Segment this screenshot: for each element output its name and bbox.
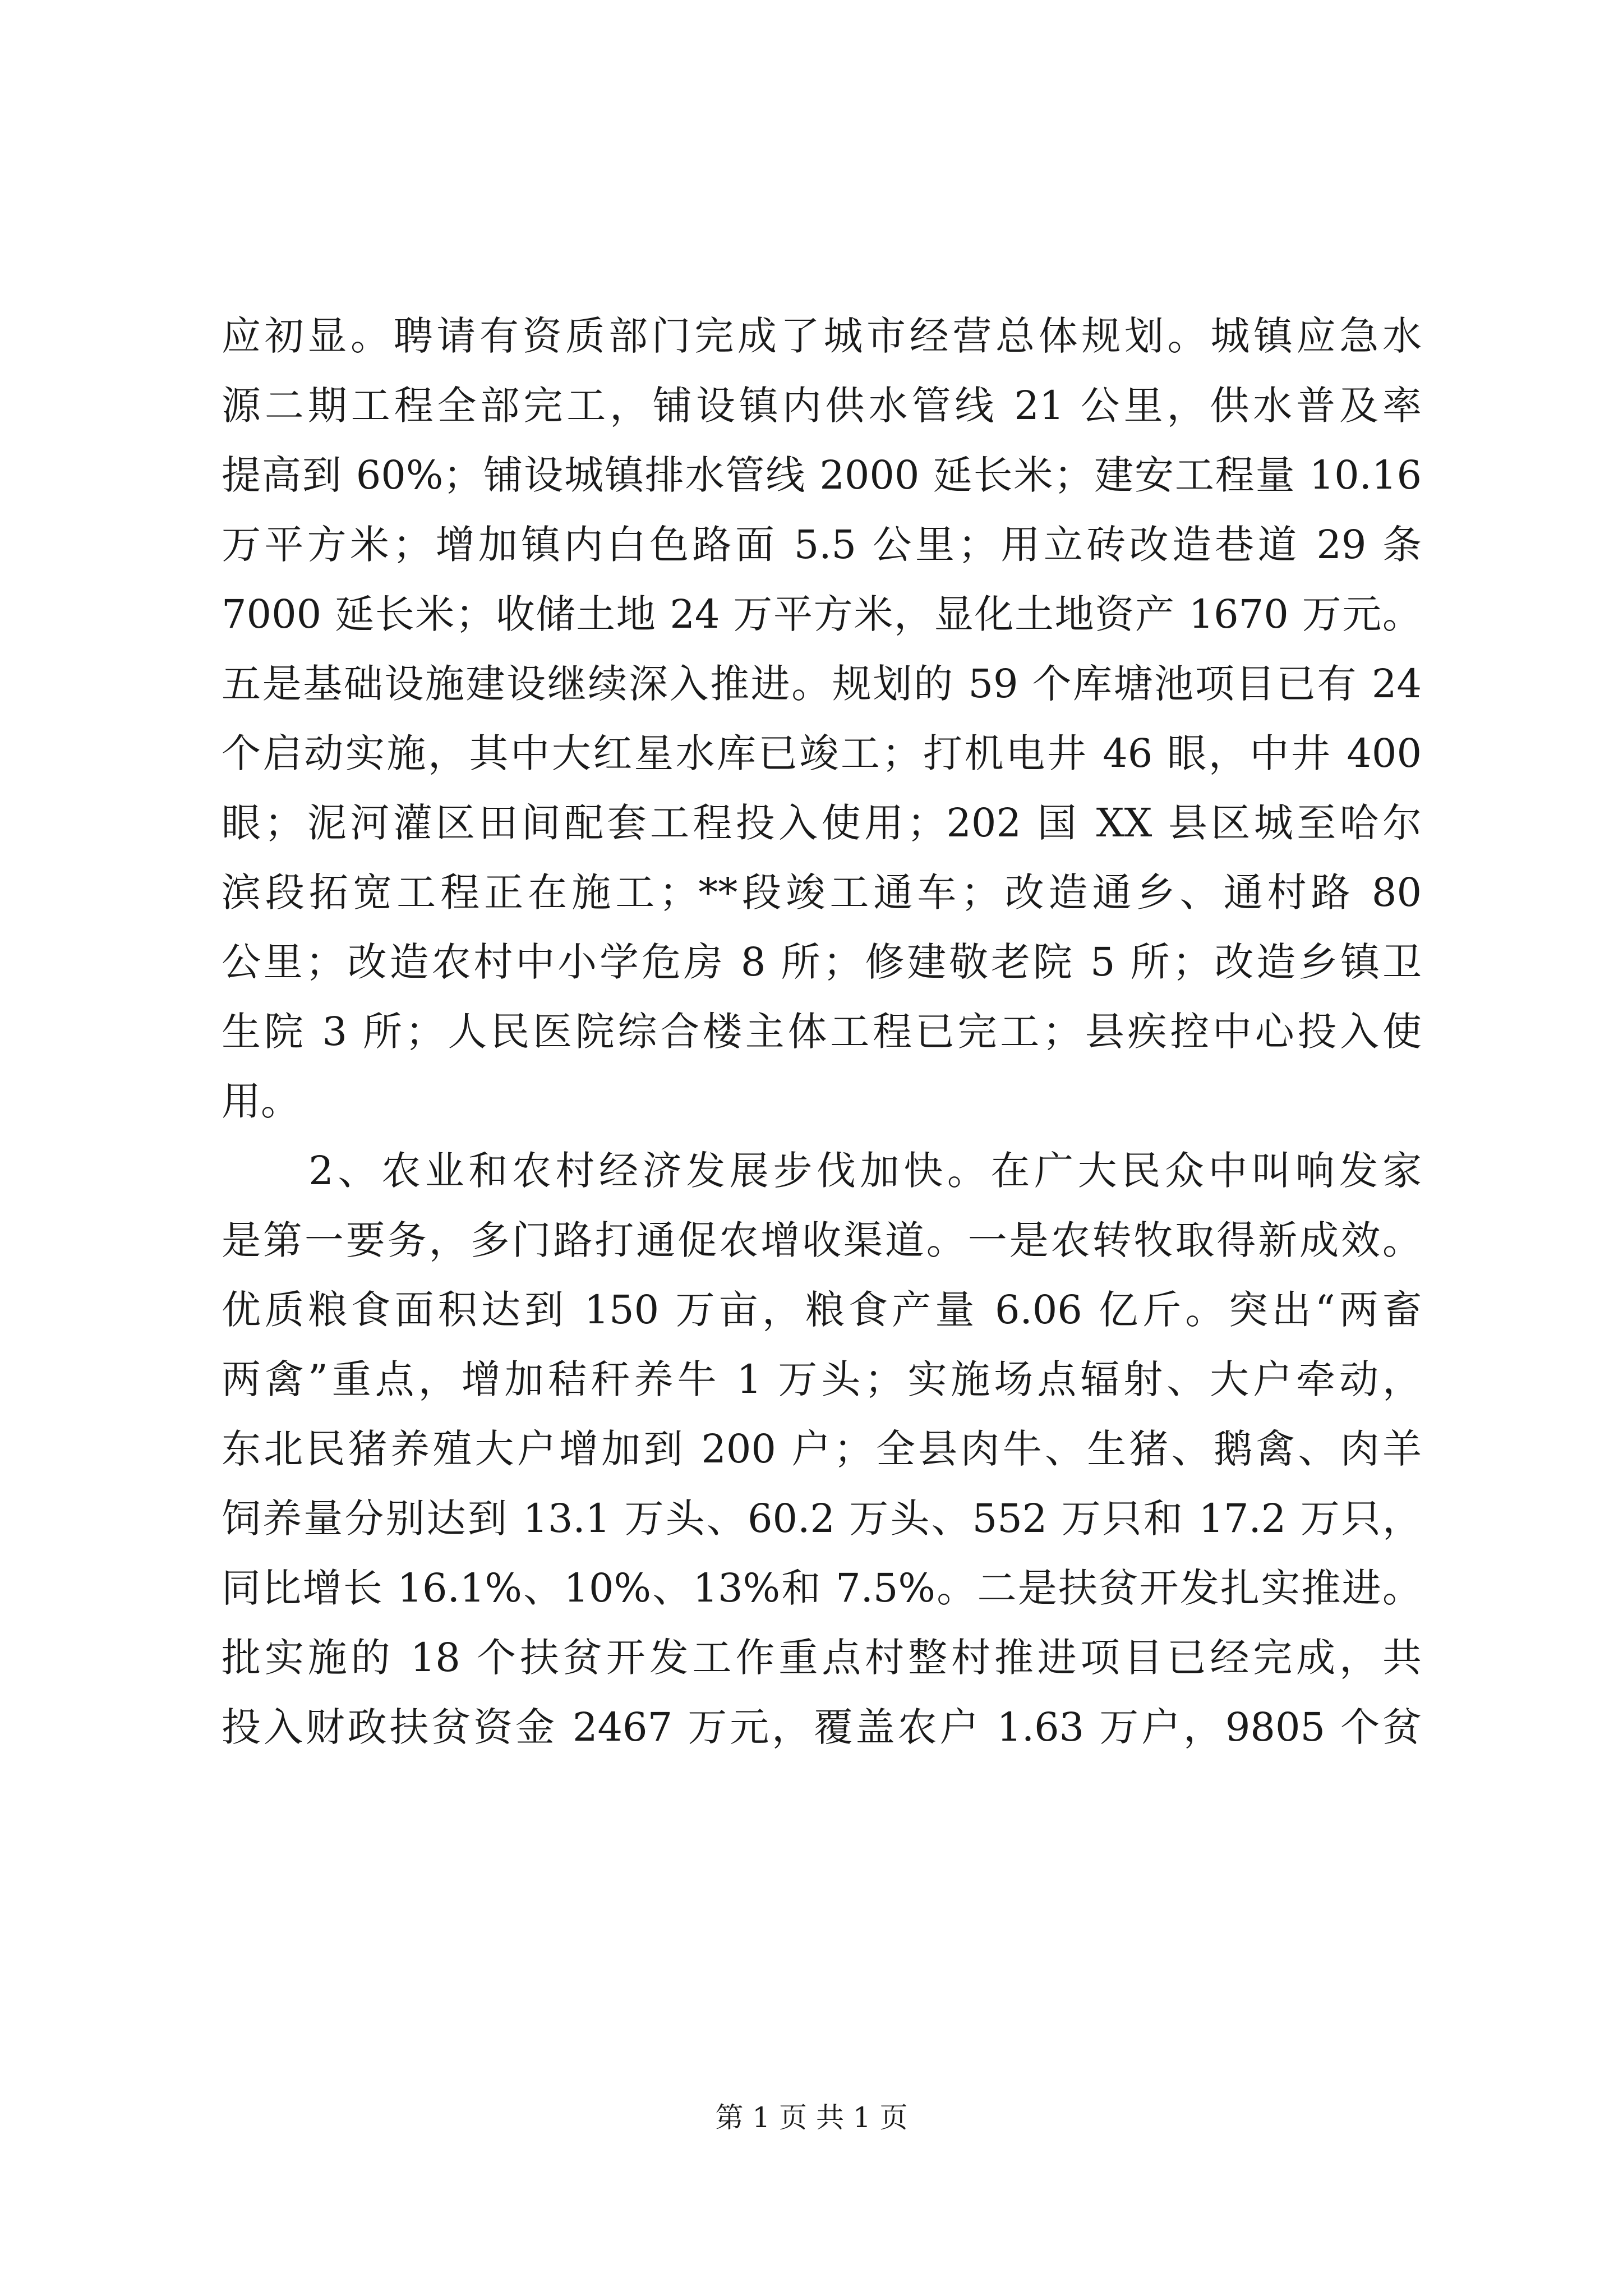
text-line: 东北民猪养殖大户增加到 200 户；全县肉牛、生猪、鹅禽、肉羊 [222, 1426, 1422, 1472]
text-line: 应初显。聘请有资质部门完成了城市经营总体规划。城镇应急水 [222, 313, 1422, 359]
text-line: 饲养量分别达到 13.1 万头、60.2 万头、552 万只和 17.2 万只， [222, 1496, 1422, 1542]
document-body [222, 301, 1422, 1762]
text-line: 用。 [222, 1078, 300, 1124]
text-line: 两禽”重点，增加秸秆养牛 1 万头；实施场点辐射、大户牵动， [222, 1356, 1422, 1402]
text-line: 同比增长 16.1%、10%、13%和 7.5%。二是扶贫开发扎实推进。 [222, 1565, 1422, 1611]
text-line: 五是基础设施建设继续深入推进。规划的 59 个库塘池项目已有 24 [222, 661, 1422, 707]
text-line: 是第一要务，多门路打通促农增收渠道。一是农转牧取得新成效。 [222, 1217, 1422, 1263]
text-line: 7000 延长米；收储土地 24 万平方米，显化土地资产 1670 万元。 [222, 591, 1422, 637]
text-line: 公里；改造农村中小学危房 8 所；修建敬老院 5 所；改造乡镇卫 [222, 939, 1422, 985]
text-line: 万平方米；增加镇内白色路面 5.5 公里；用立砖改造巷道 29 条 [222, 522, 1422, 568]
text-line: 提高到 60%；铺设城镇排水管线 2000 延长米；建安工程量 10.16 [222, 452, 1422, 498]
text-line: 滨段拓宽工程正在施工；**段竣工通车；改造通乡、通村路 80 [222, 869, 1422, 915]
text-line: 优质粮食面积达到 150 万亩，粮食产量 6.06 亿斤。突出“两畜 [222, 1287, 1422, 1333]
text-line: 2、农业和农村经济发展步伐加快。在广大民众中叫响发家 [222, 1148, 1422, 1194]
page-number-label: 第 1 页 共 1 页 [715, 2101, 908, 2134]
text-line: 眼；泥河灌区田间配套工程投入使用；202 国 XX 县区城至哈尔 [222, 800, 1422, 846]
text-line: 生院 3 所；人民医院综合楼主体工程已完工；县疾控中心投入使 [222, 1009, 1422, 1055]
page-footer [0, 2098, 1623, 2137]
text-line: 源二期工程全部完工，铺设镇内供水管线 21 公里，供水普及率 [222, 383, 1422, 429]
text-line: 个启动实施，其中大红星水库已竣工；打机电井 46 眼，中井 400 [222, 730, 1422, 776]
text-line: 批实施的 18 个扶贫开发工作重点村整村推进项目已经完成，共 [222, 1635, 1422, 1681]
text-line: 投入财政扶贫资金 2467 万元，覆盖农户 1.63 万户，9805 个贫 [222, 1704, 1422, 1750]
